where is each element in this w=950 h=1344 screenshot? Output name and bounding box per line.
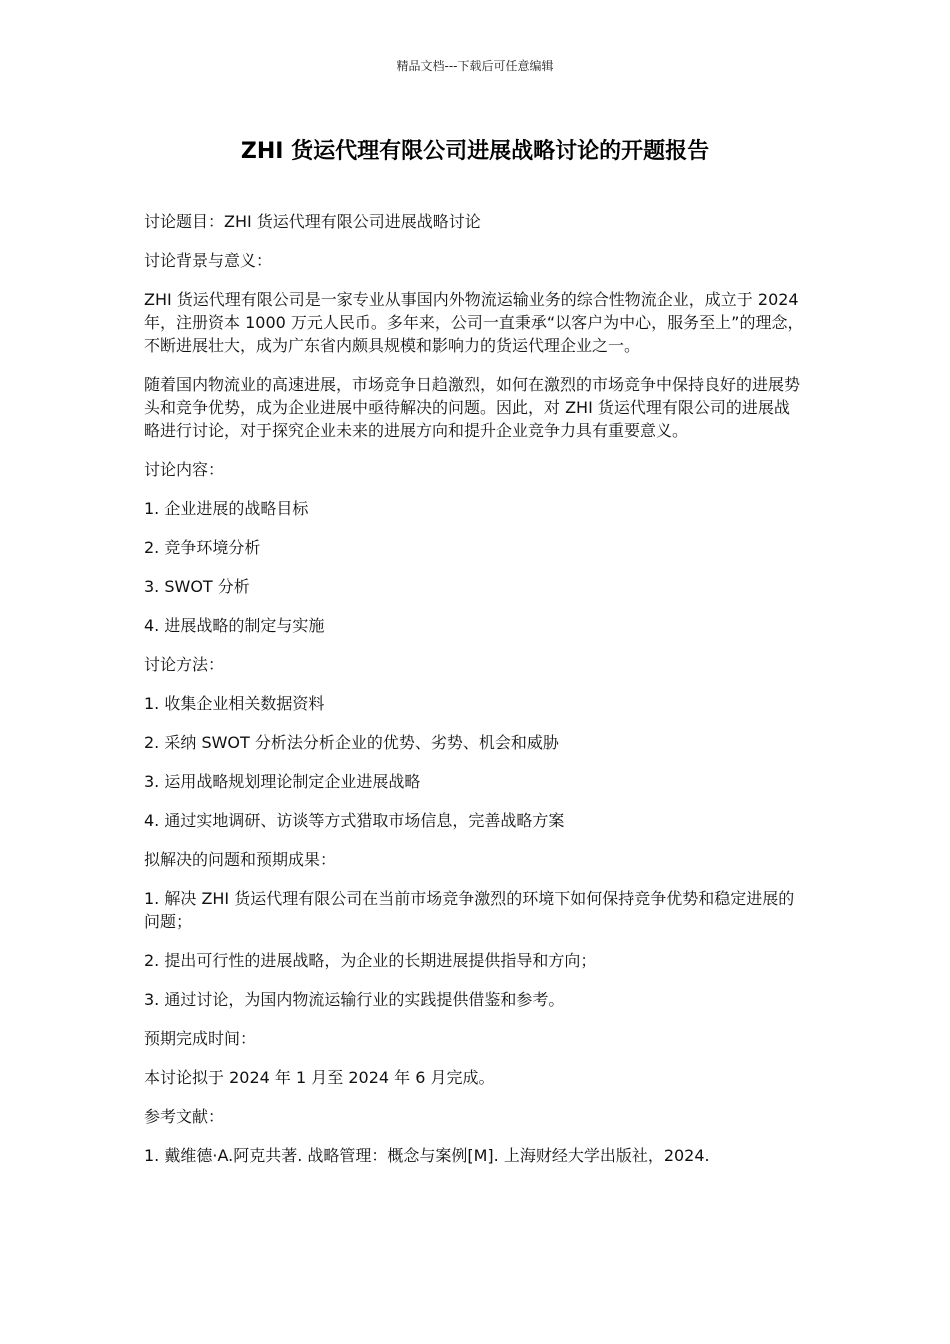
document-title: ZHI 货运代理有限公司进展战略讨论的开题报告 bbox=[240, 139, 710, 164]
outcome-list-item: 1. 解决 ZHI 货运代理有限公司在当前市场竞争激烈的环境下如何保持竞争优势和稳定进展的问题； bbox=[144, 889, 795, 931]
references-heading: 参考文献： bbox=[144, 1107, 225, 1126]
outcome-list-item: 3. 通过讨论，为国内物流运输行业的实践提供借鉴和参考。 bbox=[144, 990, 565, 1009]
content-list-item: 4. 进展战略的制定与实施 bbox=[144, 616, 325, 635]
reference-item: 1. 戴维德·A.阿克共著. 战略管理：概念与案例[M]. 上海财经大学出版社，2024. bbox=[144, 1146, 710, 1165]
header-note: 精品文档---下载后可任意编辑 bbox=[396, 59, 554, 73]
background-heading: 讨论背景与意义： bbox=[144, 251, 273, 270]
content-list-item: 3. SWOT 分析 bbox=[144, 577, 250, 596]
content-list-item: 1. 企业进展的战略目标 bbox=[144, 499, 309, 518]
method-list-item: 4. 通过实地调研、访谈等方式猎取市场信息，完善战略方案 bbox=[144, 811, 565, 830]
content-list-item: 2. 竞争环境分析 bbox=[144, 538, 261, 557]
content-heading: 讨论内容： bbox=[144, 460, 225, 479]
background-paragraph: ZHI 货运代理有限公司是一家专业从事国内外物流运输业务的综合性物流企业，成立于 2024 年，注册资本 1000 万元人民币。多年来，公司一直秉承“以客户为中心，服务至上”的理念，不断进展壮大，成为广东省内颇具规模和影响力的货运代理企业之一。 bbox=[144, 290, 804, 355]
topic-line: 讨论题目：ZHI 货运代理有限公司进展战略讨论 bbox=[144, 212, 481, 231]
method-heading: 讨论方法： bbox=[144, 655, 225, 674]
schedule-text: 本讨论拟于 2024 年 1 月至 2024 年 6 月完成。 bbox=[144, 1068, 495, 1087]
method-list-item: 1. 收集企业相关数据资料 bbox=[144, 694, 325, 713]
background-paragraph: 随着国内物流业的高速进展，市场竞争日趋激烈，如何在激烈的市场竞争中保持良好的进展势头和竞争优势，成为企业进展中亟待解决的问题。因此，对 ZHI 货运代理有限公司的进展战略进行讨论，对于探究企业未来的进展方向和提升企业竞争力具有重要意义。 bbox=[144, 375, 801, 440]
method-list-item: 3. 运用战略规划理论制定企业进展战略 bbox=[144, 772, 421, 791]
method-list-item: 2. 采纳 SWOT 分析法分析企业的优势、劣势、机会和威胁 bbox=[144, 733, 559, 752]
schedule-heading: 预期完成时间： bbox=[144, 1029, 257, 1048]
outcome-list-item: 2. 提出可行性的进展战略，为企业的长期进展提供指导和方向； bbox=[144, 951, 597, 970]
document-body bbox=[144, 210, 804, 1183]
outcome-heading: 拟解决的问题和预期成果： bbox=[144, 850, 337, 869]
